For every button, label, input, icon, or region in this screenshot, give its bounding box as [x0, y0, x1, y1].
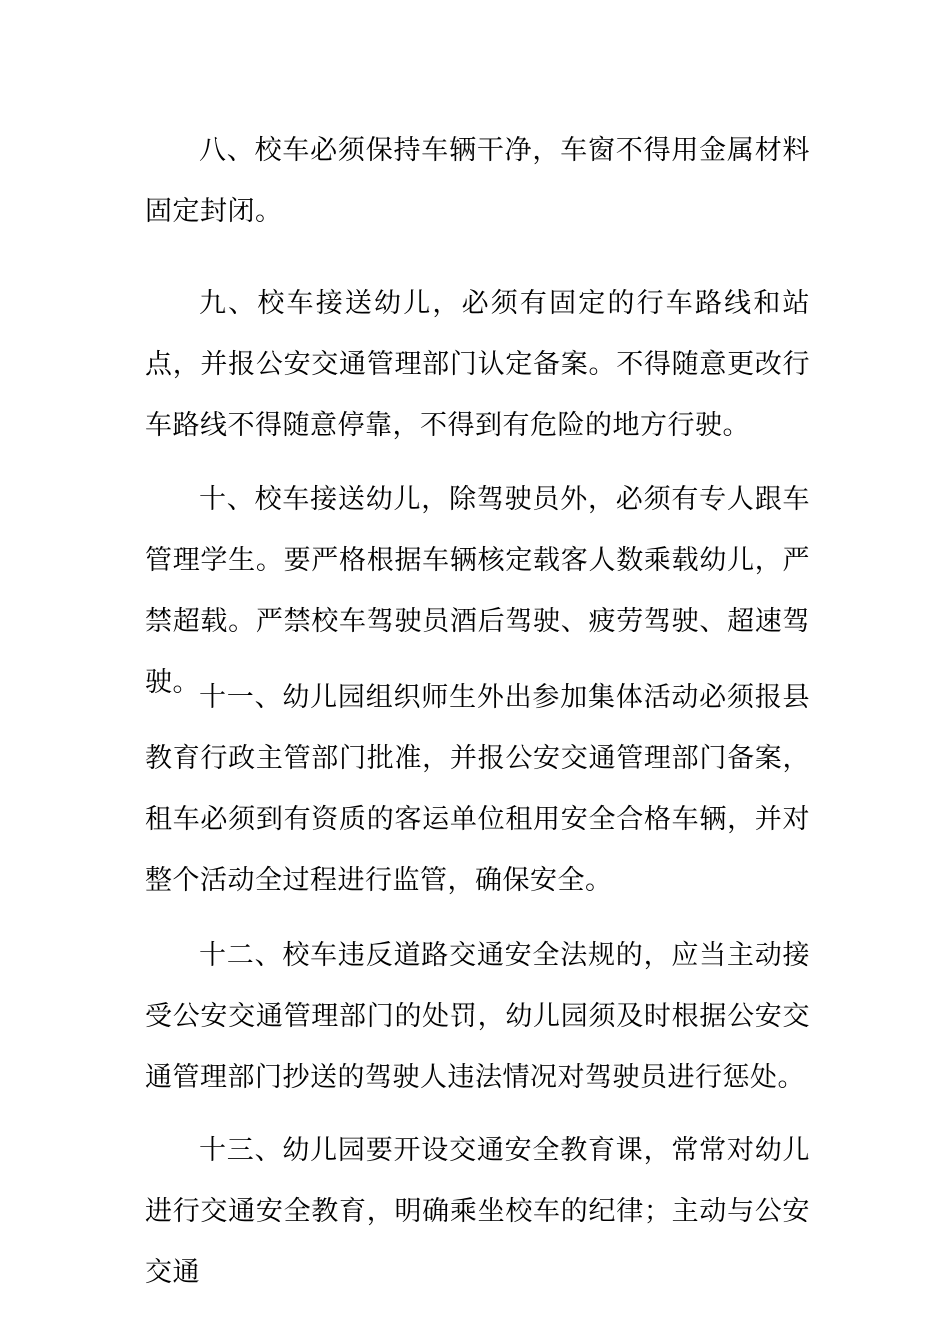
paragraph-rule-10: 十、校车接送幼儿，除驾驶员外，必须有专人跟车管理学生。要严格根据车辆核定载客人数乘载幼儿，严禁超载。严禁校车驾驶员酒后驾驶、疲劳驾驶、超速驾驶。 [145, 484, 810, 698]
paragraph-rule-13: 十三、幼儿园要开设交通安全教育课，常常对幼儿进行交通安全教育，明确乘坐校车的纪律；主动与公安交通 [145, 1135, 810, 1288]
paragraph-rule-8: 八、校车必须保持车辆干净，车窗不得用金属材料固定封闭。 [145, 135, 810, 227]
paragraph-rule-9: 九、校车接送幼儿，必须有固定的行车路线和站点，并报公安交通管理部门认定备案。不得随意更改行车路线不得随意停靠，不得到有危险的地方行驶。 [145, 288, 810, 441]
paragraph-rule-12: 十二、校车违反道路交通安全法规的，应当主动接受公安交通管理部门的处罚，幼儿园须及时根据公安交通管理部门抄送的驾驶人违法情况对驾驶员进行惩处。 [145, 940, 810, 1093]
paragraph-rule-11: 十一、幼儿园组织师生外出参加集体活动必须报县教育行政主管部门批准，并报公安交通管理部门备案，租车必须到有资质的客运单位租用安全合格车辆，并对整个活动全过程进行监管，确保安全。 [145, 682, 810, 896]
